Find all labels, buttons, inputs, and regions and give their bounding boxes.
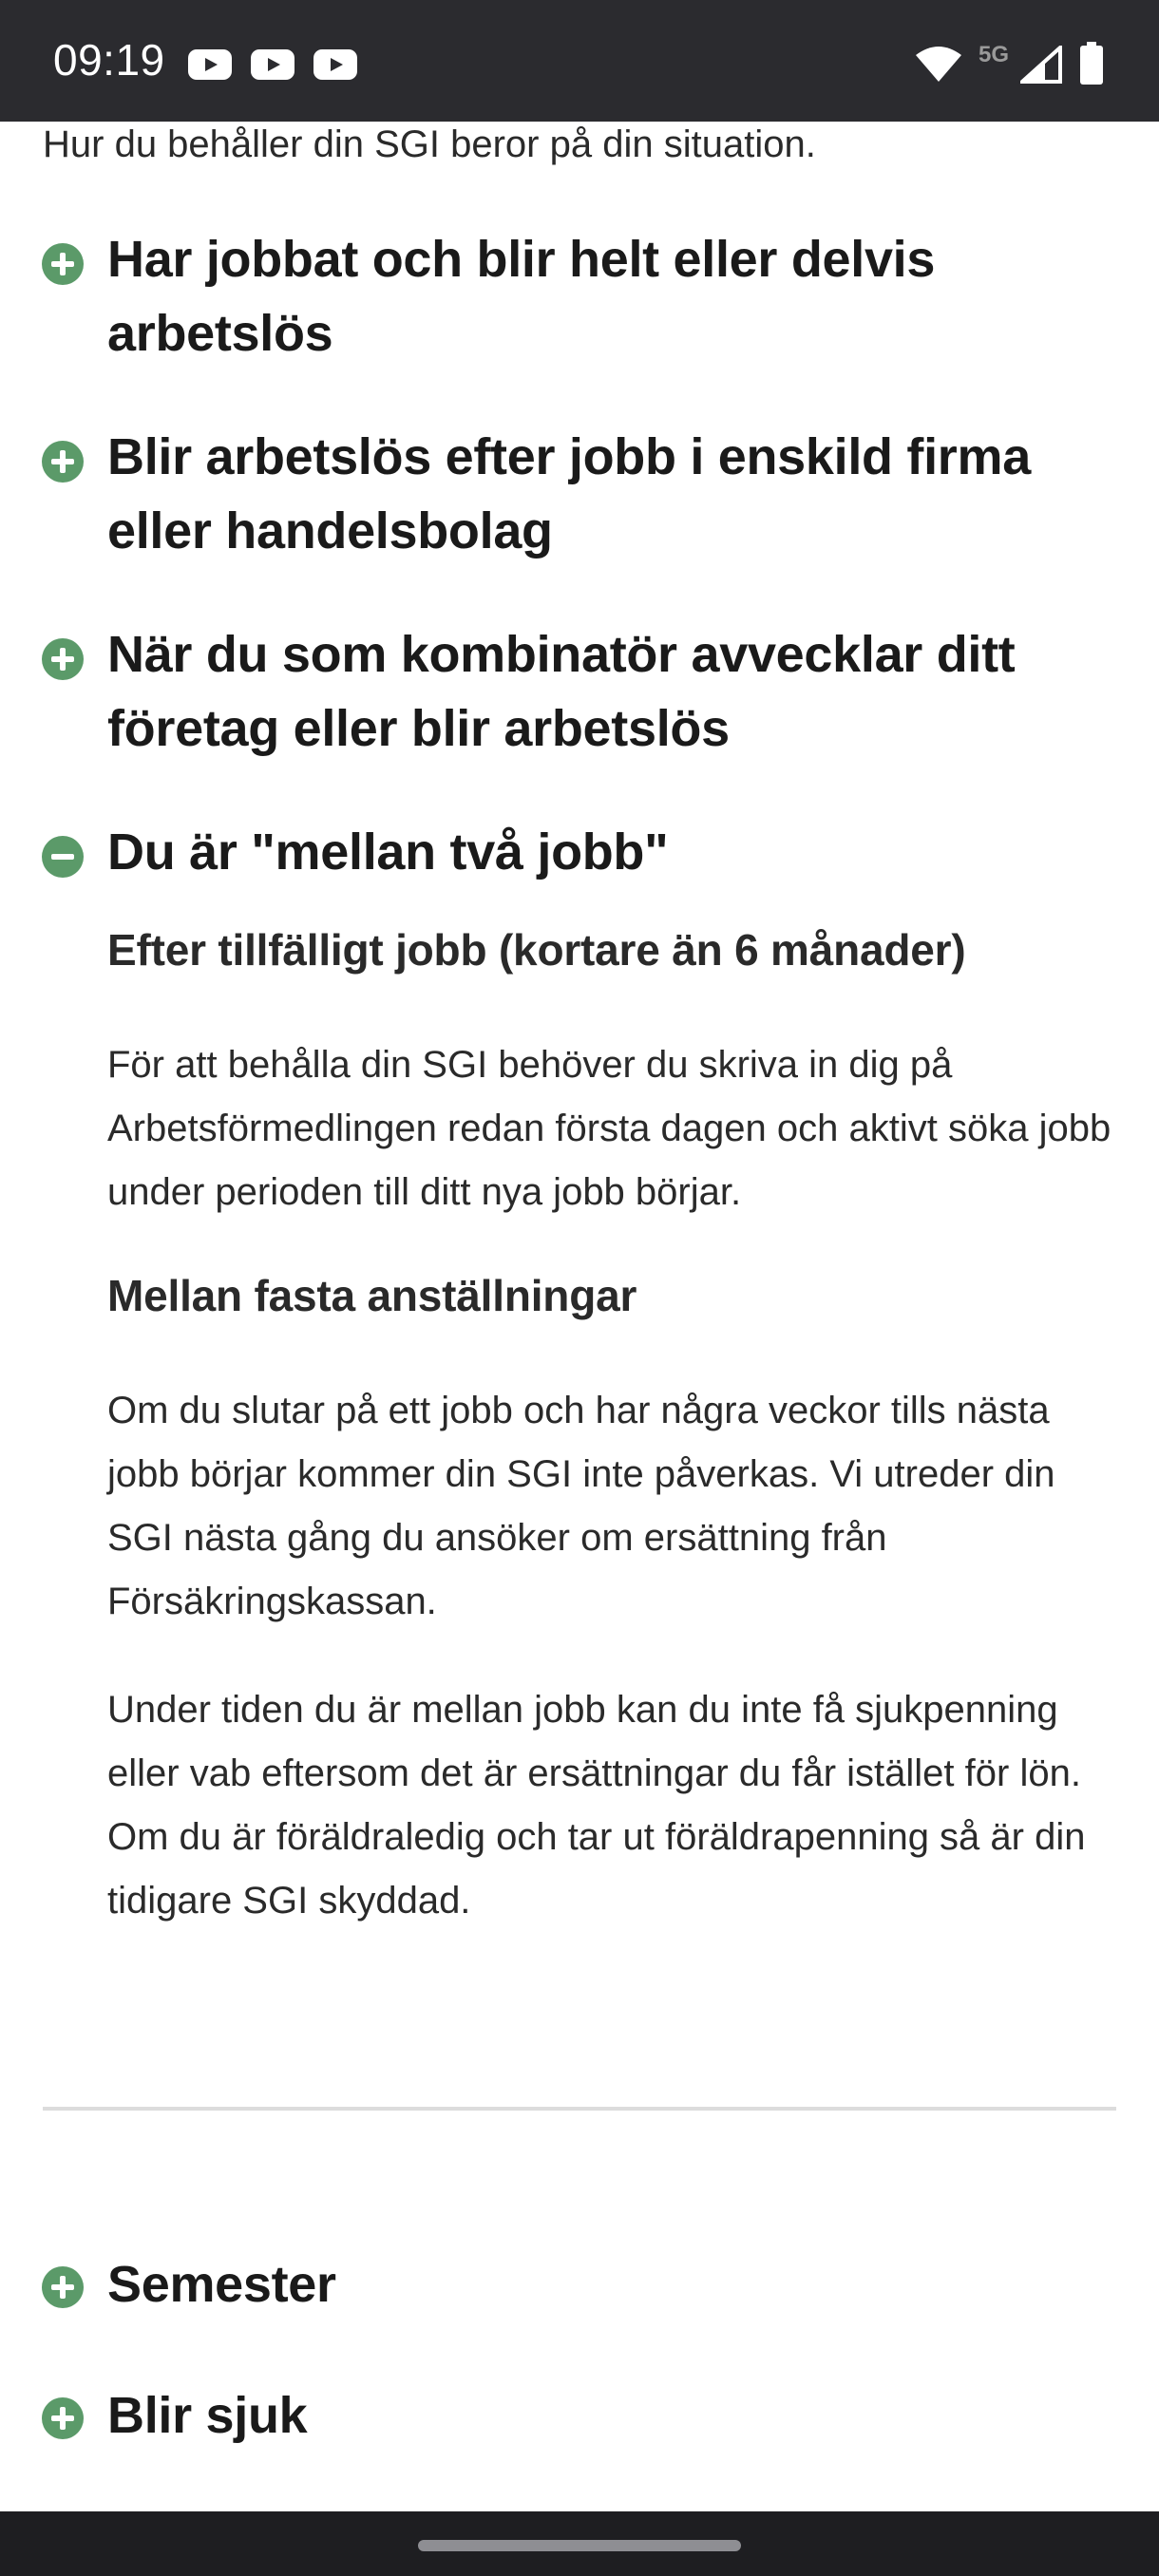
status-time: 09:19 xyxy=(53,35,165,85)
plus-circle-icon[interactable] xyxy=(42,243,84,285)
navigation-bar xyxy=(0,2511,1159,2576)
accordion-title[interactable]: Har jobbat och blir helt eller delvis arbetslös xyxy=(107,231,936,362)
youtube-icon xyxy=(251,49,294,80)
accordion-title[interactable]: Du är "mellan två jobb" xyxy=(107,824,669,881)
plus-circle-icon[interactable] xyxy=(42,638,84,680)
plus-circle-icon[interactable] xyxy=(42,441,84,483)
plus-circle-icon[interactable] xyxy=(42,2397,84,2439)
battery-icon xyxy=(1079,42,1104,85)
paragraph-between-jobs-benefits: Under tiden du är mellan jobb kan du inte få sjukpenning eller vab eftersom det är ersättningar du får istället för lön. Om du är föräldraledig och tar ut föräldrapenning så är din tidigare SGI skyddad. xyxy=(107,1689,1086,1922)
network-type-label: 5G xyxy=(978,42,1010,67)
youtube-icon xyxy=(314,49,357,80)
wifi-icon xyxy=(914,44,963,84)
minus-circle-icon[interactable] xyxy=(42,836,84,878)
plus-circle-icon[interactable] xyxy=(42,2266,84,2308)
paragraph-permanent-jobs: Om du slutar på ett jobb och har några veckor tills nästa jobb börjar kommer din SGI inte påverkas. Vi utreder din SGI nästa gång du ansöker om ersättning från Försäkringskassan. xyxy=(107,1390,1055,1622)
home-gesture-handle[interactable] xyxy=(418,2540,741,2551)
intro-text: Hur du behåller din SGI beror på din situation. xyxy=(43,123,816,165)
divider xyxy=(43,2107,1116,2111)
accordion-title[interactable]: Blir sjuk xyxy=(107,2387,308,2444)
signal-icon xyxy=(1020,46,1062,84)
status-bar xyxy=(0,0,1159,122)
section-heading-permanent-jobs: Mellan fasta anställningar xyxy=(107,1271,637,1320)
paragraph-temporary-job: För att behålla din SGI behöver du skriva in dig på Arbetsförmedlingen redan första dagen och aktivt söka jobb under perioden till ditt nya jobb börjar. xyxy=(107,1044,1112,1213)
section-heading-temporary-job: Efter tillfälligt jobb (kortare än 6 månader) xyxy=(107,925,966,975)
accordion-title[interactable]: När du som kombinatör avvecklar ditt företag eller blir arbetslös xyxy=(107,626,1016,757)
page-content[interactable] xyxy=(0,122,1159,2511)
accordion-title[interactable]: Semester xyxy=(107,2256,336,2313)
youtube-icon xyxy=(188,49,232,80)
accordion-title[interactable]: Blir arbetslös efter jobb i enskild firma eller handelsbolag xyxy=(107,428,1031,559)
